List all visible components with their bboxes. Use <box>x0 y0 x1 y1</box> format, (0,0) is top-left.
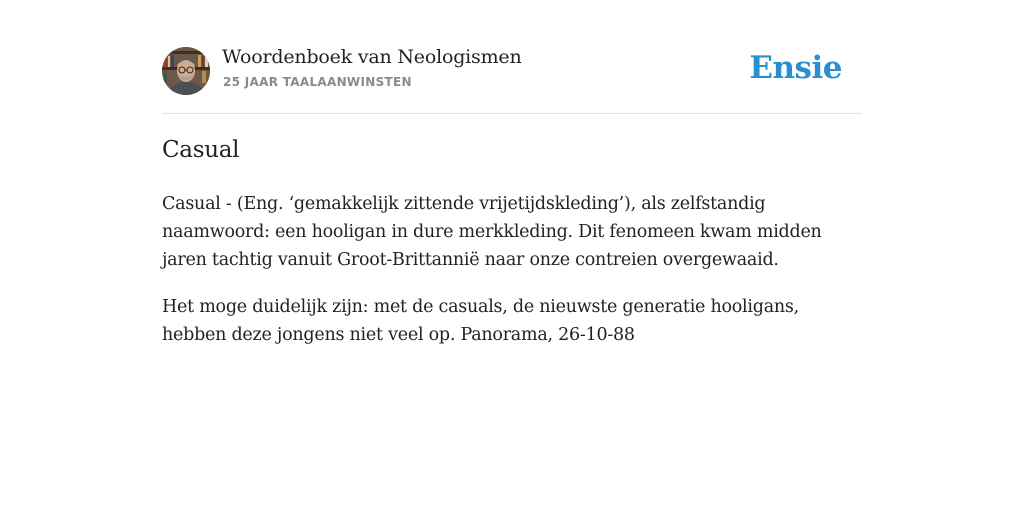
dictionary-subtitle: 25 JAAR TAALAANWINSTEN <box>223 75 412 89</box>
header <box>162 0 862 114</box>
entry-definition: Casual - (Eng. ‘gemakkelijk zittende vrijetijdskleding’), als zelfstandig naamwoord: een hooligan in dure merkkleding. Dit fenomeen kwam midden jaren tachtig vanuit Groot-Brittannië naar onze contreien overgewaaid. <box>162 194 822 270</box>
avatar <box>162 47 210 95</box>
avatar-portrait-icon <box>162 47 210 95</box>
dictionary-title[interactable]: Woordenboek van Neologismen <box>222 46 522 68</box>
page-container <box>162 0 862 345</box>
entry-title: Casual <box>162 137 240 163</box>
entry-example: Het moge duidelijk zijn: met de casuals, de nieuwste generatie hooligans, hebben deze jongens niet veel op. Panorama, 26-10-88 <box>162 297 799 345</box>
brand-logo[interactable]: Ensie <box>749 50 842 86</box>
